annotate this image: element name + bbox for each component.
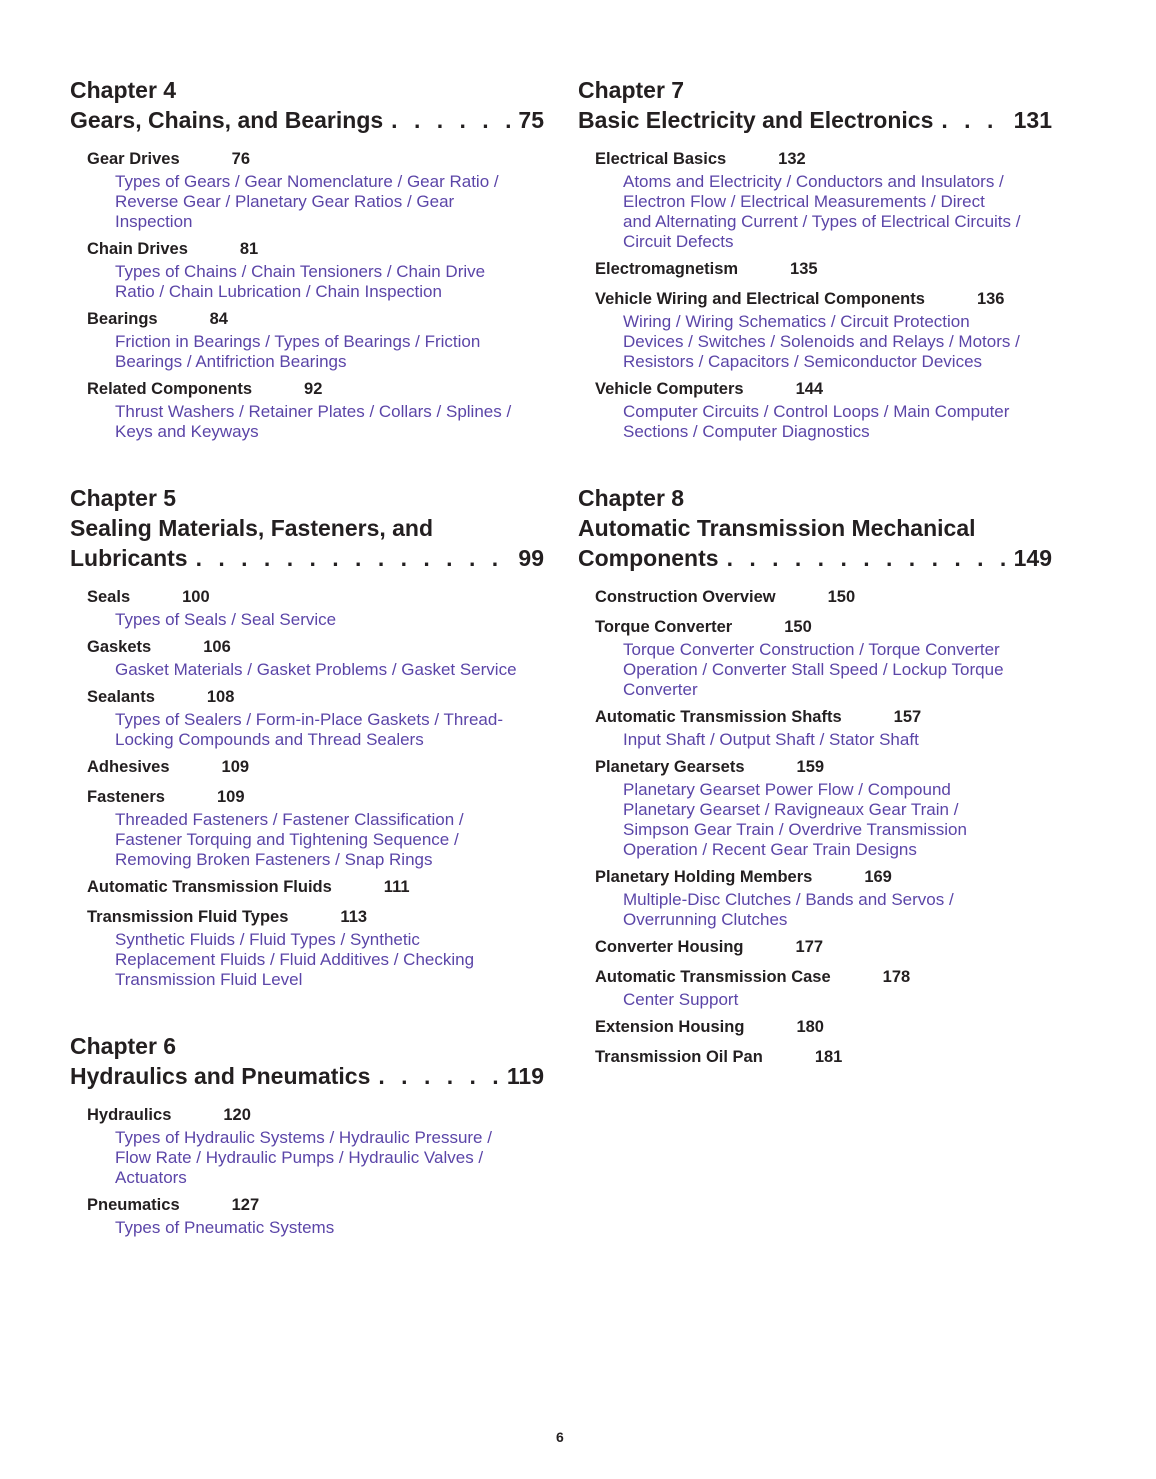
topic-line: Sections / Computer Diagnostics <box>623 422 870 441</box>
section-entry <box>87 874 544 900</box>
section-entry <box>595 1014 1052 1040</box>
topic-line: Ratio / Chain Lubrication / Chain Inspection <box>115 282 442 301</box>
section-entry <box>595 704 1052 750</box>
topic-line: Operation / Recent Gear Train Designs <box>623 840 917 859</box>
topic-line: Simpson Gear Train / Overdrive Transmission <box>623 820 967 839</box>
topic-line: Devices / Switches / Solenoids and Relays / Motors / <box>623 332 1020 351</box>
topic-list <box>87 402 544 442</box>
section-title: Pneumatics <box>87 1196 180 1214</box>
section-title: Automatic Transmission Case <box>595 968 831 986</box>
chapter-title-line: Automatic Transmission Mechanical <box>578 515 976 541</box>
section-heading[interactable] <box>87 146 544 172</box>
section-heading[interactable] <box>87 1192 544 1218</box>
topic-line: Keys and Keyways <box>115 422 259 441</box>
section-heading[interactable] <box>87 754 544 780</box>
section-page-number: 120 <box>223 1106 251 1124</box>
topic-line: Inspection <box>115 212 193 231</box>
section-entry <box>87 784 544 870</box>
section-entry <box>595 584 1052 610</box>
topic-list <box>87 332 544 372</box>
chapter-title-line: Sealing Materials, Fasteners, and <box>70 515 434 541</box>
topic-list <box>595 990 1052 1010</box>
topic-line: Thrust Washers / Retainer Plates / Collars / Splines / <box>115 402 512 421</box>
section-heading[interactable] <box>595 286 1052 312</box>
section-heading[interactable] <box>595 614 1052 640</box>
section-page-number: 81 <box>239 240 259 258</box>
section-title: Sealants <box>87 688 155 706</box>
topic-list <box>595 730 1052 750</box>
section-entry <box>595 286 1052 372</box>
topic-line: Circuit Defects <box>623 232 734 251</box>
topic-list <box>595 640 1052 700</box>
chapter-page-number: 131 <box>1013 107 1052 133</box>
section-entry <box>595 256 1052 282</box>
section-heading[interactable] <box>595 376 1052 402</box>
section-title: Vehicle Computers <box>595 380 744 398</box>
dot-leader <box>196 543 515 573</box>
section-entry <box>595 754 1052 860</box>
section-entry <box>595 934 1052 960</box>
section-title: Vehicle Wiring and Electrical Components <box>595 290 925 308</box>
chapter-title-line: Hydraulics and Pneumatics <box>70 1063 371 1089</box>
section-heading[interactable] <box>87 684 544 710</box>
chapter-page-number: 149 <box>1013 545 1052 571</box>
topic-line: Types of Gears / Gear Nomenclature / Gear Ratio / <box>115 172 499 191</box>
topic-list <box>595 780 1052 860</box>
section-heading[interactable] <box>595 754 1052 780</box>
topic-list <box>87 610 544 630</box>
section-list <box>70 1102 544 1238</box>
topic-line: Operation / Converter Stall Speed / Lockup Torque <box>623 660 1004 679</box>
section-title: Planetary Holding Members <box>595 868 813 886</box>
topic-list <box>87 710 544 750</box>
section-page-number: 144 <box>795 380 824 398</box>
section-title: Bearings <box>87 310 158 328</box>
section-heading[interactable] <box>595 1044 1052 1070</box>
section-title: Adhesives <box>87 758 170 776</box>
topic-line: Friction in Bearings / Types of Bearings / Friction <box>115 332 481 351</box>
topic-line: Flow Rate / Hydraulic Pumps / Hydraulic Valves / <box>115 1148 484 1167</box>
section-title: Fasteners <box>87 788 165 806</box>
topic-list <box>87 262 544 302</box>
chapter-label: Chapter 4 <box>70 77 177 103</box>
section-page-number: 113 <box>340 908 368 926</box>
section-entry <box>595 864 1052 930</box>
topic-line: Input Shaft / Output Shaft / Stator Shaft <box>623 730 919 749</box>
topic-list <box>87 172 544 232</box>
section-page-number: 178 <box>882 968 911 986</box>
chapter-title-line: Components <box>578 545 719 571</box>
section-heading[interactable] <box>87 904 544 930</box>
section-page-number: 157 <box>893 708 922 726</box>
topic-line: Removing Broken Fasteners / Snap Rings <box>115 850 433 869</box>
chapter-label: Chapter 7 <box>578 77 685 103</box>
section-heading[interactable] <box>87 376 544 402</box>
dot-leader <box>727 543 1010 573</box>
chapter-label: Chapter 6 <box>70 1033 177 1059</box>
section-page-number: 109 <box>221 758 250 776</box>
topic-line: Converter <box>623 680 698 699</box>
topic-line: Types of Chains / Chain Tensioners / Chain Drive <box>115 262 486 281</box>
section-entry <box>87 904 544 990</box>
dot-leader <box>391 105 514 135</box>
topic-list <box>87 1218 544 1238</box>
section-heading[interactable] <box>87 784 544 810</box>
topic-line: Types of Sealers / Form-in-Place Gaskets / Thread- <box>115 710 503 729</box>
chapter-title-line: Basic Electricity and Electronics <box>578 107 934 133</box>
topic-list <box>87 810 544 870</box>
section-list <box>578 146 1052 442</box>
section-heading[interactable] <box>595 146 1052 172</box>
topic-line: Transmission Fluid Level <box>115 970 303 989</box>
section-entry <box>87 1192 544 1238</box>
section-page-number: 169 <box>864 868 892 886</box>
topic-list <box>87 930 544 990</box>
section-list <box>70 146 544 442</box>
section-entry <box>87 634 544 680</box>
section-page-number: 135 <box>790 260 818 278</box>
section-title: Transmission Oil Pan <box>595 1048 763 1066</box>
topic-line: Threaded Fasteners / Fastener Classification / <box>115 810 464 829</box>
topic-line: Planetary Gearset Power Flow / Compound <box>623 780 951 799</box>
section-entry <box>595 964 1052 1010</box>
topic-list <box>595 172 1052 252</box>
dot-leader <box>941 105 1009 135</box>
topic-line: Resistors / Capacitors / Semiconductor Devices <box>623 352 983 371</box>
section-page-number: 100 <box>182 588 210 606</box>
topic-list <box>87 1128 544 1188</box>
chapter-title-row[interactable] <box>70 1061 544 1091</box>
section-title: Transmission Fluid Types <box>87 908 289 926</box>
section-title: Seals <box>87 588 131 606</box>
chapter-label: Chapter 5 <box>70 485 177 511</box>
topic-line: Types of Hydraulic Systems / Hydraulic Pressure / <box>115 1128 492 1147</box>
chapter-title-row[interactable] <box>70 543 544 573</box>
section-entry <box>595 376 1052 442</box>
section-page-number: 150 <box>784 618 812 636</box>
section-entry <box>87 146 544 232</box>
section-heading[interactable] <box>595 704 1052 730</box>
section-page-number: 132 <box>778 150 806 168</box>
chapter-block <box>70 483 544 994</box>
section-title: Hydraulics <box>87 1106 172 1124</box>
section-heading[interactable] <box>595 256 1052 282</box>
topic-line: and Alternating Current / Types of Electrical Circuits / <box>623 212 1021 231</box>
topic-line: Fastener Torquing and Tightening Sequence / <box>115 830 459 849</box>
chapter-page-number: 75 <box>518 107 544 133</box>
topic-line: Overrunning Clutches <box>623 910 788 929</box>
section-heading[interactable] <box>595 1014 1052 1040</box>
section-heading[interactable] <box>87 584 544 610</box>
section-entry <box>87 236 544 302</box>
section-page-number: 111 <box>383 878 410 896</box>
section-heading[interactable] <box>87 634 544 660</box>
chapter-title-row[interactable] <box>70 105 544 135</box>
topic-line: Replacement Fluids / Fluid Additives / Checking <box>115 950 475 969</box>
topic-list <box>87 660 544 680</box>
section-heading[interactable] <box>595 964 1052 990</box>
topic-line: Synthetic Fluids / Fluid Types / Synthetic <box>115 930 420 949</box>
topic-line: Actuators <box>115 1168 187 1187</box>
section-title: Automatic Transmission Fluids <box>87 878 332 896</box>
section-entry <box>595 1044 1052 1070</box>
section-heading[interactable] <box>87 874 544 900</box>
section-title: Related Components <box>87 380 253 398</box>
section-entry <box>87 584 544 630</box>
chapter-block <box>578 75 1052 446</box>
chapter-block <box>578 483 1052 1074</box>
section-heading[interactable] <box>87 236 544 262</box>
dot-leader <box>378 1061 503 1091</box>
section-page-number: 177 <box>795 938 824 956</box>
section-page-number: 106 <box>203 638 231 656</box>
section-entry <box>87 684 544 750</box>
topic-line: Center Support <box>623 990 739 1009</box>
section-page-number: 181 <box>814 1048 843 1066</box>
section-heading[interactable] <box>595 864 1052 890</box>
section-title: Automatic Transmission Shafts <box>595 708 842 726</box>
section-page-number: 108 <box>206 688 235 706</box>
section-title: Extension Housing <box>595 1018 745 1036</box>
section-list <box>70 584 544 990</box>
section-heading[interactable] <box>595 934 1052 960</box>
topic-line: Multiple-Disc Clutches / Bands and Servos / <box>623 890 954 909</box>
section-page-number: 136 <box>976 290 1005 308</box>
topic-line: Torque Converter Construction / Torque Converter <box>623 640 1000 659</box>
section-page-number: 180 <box>796 1018 824 1036</box>
section-title: Torque Converter <box>595 618 733 636</box>
topic-line: Electron Flow / Electrical Measurements / Direct <box>623 192 985 211</box>
section-page-number: 109 <box>216 788 245 806</box>
section-page-number: 76 <box>231 150 251 168</box>
chapter-label: Chapter 8 <box>578 485 685 511</box>
chapter-page-number: 99 <box>518 545 544 571</box>
chapter-page-number: 119 <box>506 1063 544 1089</box>
chapter-title-line: Gears, Chains, and Bearings <box>70 107 384 133</box>
section-page-number: 92 <box>304 380 323 398</box>
section-title: Electromagnetism <box>595 260 739 278</box>
section-title: Gear Drives <box>87 150 180 168</box>
topic-line: Reverse Gear / Planetary Gear Ratios / Gear <box>115 192 455 211</box>
section-entry <box>87 376 544 442</box>
topic-list <box>595 312 1052 372</box>
section-title: Gaskets <box>87 638 152 656</box>
section-heading[interactable] <box>87 306 544 332</box>
topic-line: Locking Compounds and Thread Sealers <box>115 730 424 749</box>
topic-line: Gasket Materials / Gasket Problems / Gasket Service <box>115 660 517 679</box>
section-title: Chain Drives <box>87 240 188 258</box>
topic-line: Bearings / Antifriction Bearings <box>115 352 347 371</box>
section-title: Converter Housing <box>595 938 744 956</box>
topic-line: Atoms and Electricity / Conductors and Insulators / <box>623 172 1004 191</box>
section-page-number: 150 <box>827 588 856 606</box>
topic-line: Planetary Gearset / Ravigneaux Gear Train / <box>623 800 959 819</box>
section-entry <box>87 1102 544 1188</box>
topic-list <box>595 402 1052 442</box>
page-number: 6 <box>556 1429 564 1445</box>
section-entry <box>87 306 544 372</box>
chapter-title-line: Lubricants <box>70 545 188 571</box>
topic-line: Computer Circuits / Control Loops / Main Computer <box>623 402 1010 421</box>
topic-list <box>595 890 1052 930</box>
section-heading[interactable] <box>87 1102 544 1128</box>
section-page-number: 84 <box>209 310 228 328</box>
section-entry <box>595 614 1052 700</box>
section-entry <box>87 754 544 780</box>
topic-line: Types of Seals / Seal Service <box>115 610 337 629</box>
section-page-number: 159 <box>796 758 825 776</box>
chapter-block <box>70 75 544 446</box>
chapter-block <box>70 1031 544 1242</box>
section-title: Planetary Gearsets <box>595 758 745 776</box>
section-heading[interactable] <box>595 584 1052 610</box>
section-title: Construction Overview <box>595 588 776 606</box>
topic-line: Types of Pneumatic Systems <box>115 1218 335 1237</box>
chapter-title-row[interactable] <box>578 543 1052 573</box>
chapter-title-row[interactable] <box>578 105 1052 135</box>
topic-line: Wiring / Wiring Schematics / Circuit Protection <box>623 312 970 331</box>
section-entry <box>595 146 1052 252</box>
section-page-number: 127 <box>231 1196 260 1214</box>
section-list <box>578 584 1052 1070</box>
section-title: Electrical Basics <box>595 150 727 168</box>
